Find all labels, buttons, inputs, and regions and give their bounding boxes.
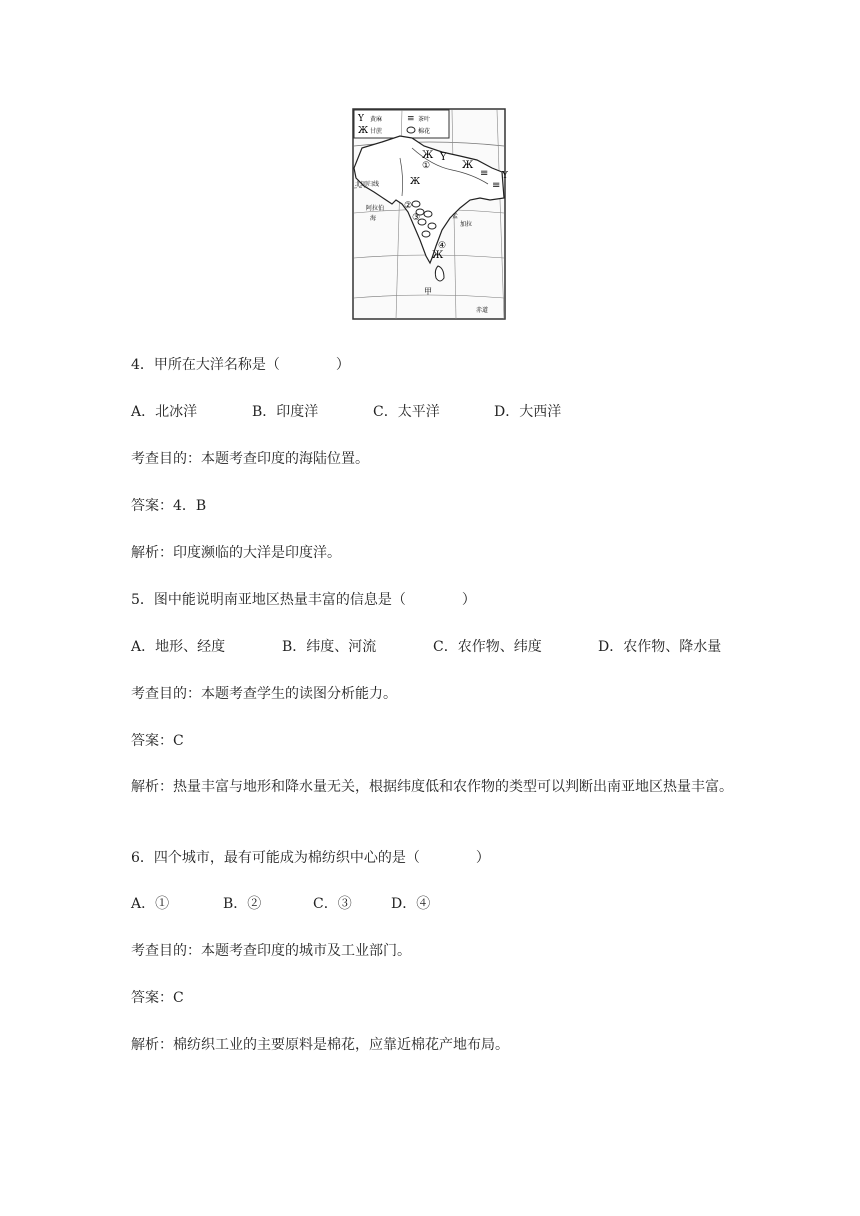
q6-option-d: D．④: [391, 896, 431, 912]
equator-label: 赤道: [476, 307, 489, 314]
question-6-analysis: 解析：棉纺织工业的主要原料是棉花，应靠近棉花产地布局。: [131, 1037, 509, 1053]
question-5-answer: 答案：C: [131, 733, 184, 749]
south-asia-map: [352, 108, 506, 320]
city-marker-3: ③: [412, 213, 421, 223]
city-marker-4: ④: [438, 241, 447, 251]
legend-cotton: 棉花: [418, 128, 431, 135]
question-6-answer: 答案：C: [131, 990, 184, 1006]
wheat-icon: Y: [502, 171, 508, 181]
tropic-label: 北回归线: [355, 181, 380, 188]
question-6-options: [131, 894, 430, 914]
wheat-icon: Y: [440, 152, 447, 163]
question-4-options: [131, 402, 561, 422]
q6-option-a: A．①: [131, 896, 170, 912]
q5-option-b: B．纬度、河流: [282, 639, 377, 655]
tea-icon: ≡: [407, 114, 415, 124]
map-svg: [352, 108, 506, 320]
arabian-sea-label-1: 阿拉伯: [366, 205, 385, 212]
question-6-stem: 6．四个城市，最有可能成为棉纺织中心的是（ ）: [131, 850, 490, 866]
bay-of-bengal-label-2: 加拉: [460, 221, 473, 228]
ocean-label: 甲: [424, 287, 432, 296]
sugarcane-icon: Ж: [410, 177, 421, 187]
tea-icon: ≡: [492, 180, 501, 191]
question-6-purpose: 考查目的：本题考查印度的城市及工业部门。: [131, 943, 411, 959]
sugarcane-icon: Ж: [432, 250, 444, 261]
q6-option-b: B．②: [223, 896, 262, 912]
q4-option-a: A．北冰洋: [131, 404, 198, 420]
sugarcane-icon: Ж: [422, 150, 434, 161]
question-5-options: [131, 637, 721, 657]
legend-sugarcane: 甘蔗: [370, 128, 383, 135]
q5-option-c: C．农作物、纬度: [433, 639, 542, 655]
sugarcane-icon: Ж: [462, 160, 474, 171]
q5-option-a: A．地形、经度: [131, 639, 226, 655]
question-4-stem: 4．甲所在大洋名称是（ ）: [131, 357, 350, 373]
question-5-analysis: 解析：热量丰富与地形和降水量无关，根据纬度低和农作物的类型可以判断出南亚地区热量丰富。: [131, 779, 733, 795]
question-5-purpose: 考查目的：本题考查学生的读图分析能力。: [131, 686, 397, 702]
q4-option-d: D．大西洋: [494, 404, 562, 420]
question-4-answer: 答案：4．B: [131, 498, 207, 514]
q5-option-d: D．农作物、降水量: [598, 639, 722, 655]
question-4-purpose: 考查目的：本题考查印度的海陆位置。: [131, 451, 369, 467]
tea-icon: ≡: [480, 168, 489, 179]
q4-option-c: C．太平洋: [373, 404, 440, 420]
legend-tea: 茶叶: [418, 116, 431, 123]
q6-option-c: C．③: [313, 896, 352, 912]
wheat-icon: Y: [358, 114, 364, 124]
arabian-sea-label-2: 海: [370, 215, 377, 222]
bay-of-bengal-label-1: 孟: [452, 213, 459, 220]
city-marker-2: ②: [404, 201, 413, 211]
question-4-analysis: 解析：印度濒临的大洋是印度洋。: [131, 545, 341, 561]
sugarcane-icon: Ж: [358, 126, 369, 136]
legend-wheat: 黄麻: [370, 116, 383, 123]
question-5-stem: 5．图中能说明南亚地区热量丰富的信息是（ ）: [131, 592, 476, 608]
q4-option-b: B．印度洋: [252, 404, 319, 420]
city-marker-1: ①: [422, 161, 431, 171]
